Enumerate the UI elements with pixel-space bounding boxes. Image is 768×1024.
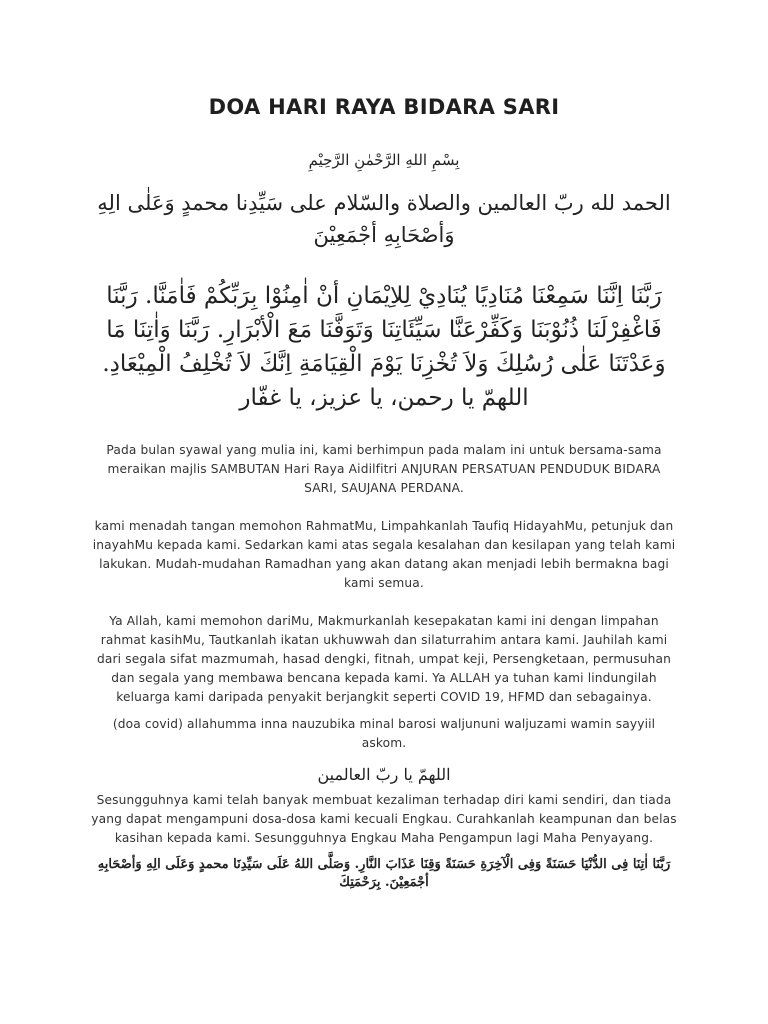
arabic-opening-praise: الحمد لله ربّ العالمين والصلاة والسّلام على سَيِّدِنا محمدٍ وَعَلٰى الِهِ وَأصْحَابِهِ أجْمَعِيْنَ [97, 191, 671, 247]
paragraph-covid-prayer: (doa covid) allahumma inna nauzubika minal barosi waljununi waljuzami wamin sayyiil askom. [112, 717, 656, 750]
arabic-closing-prayer: رَبَّنَا اٰتِنَا فِى الدُّنْيَا حَسَنَةً وَفِى الْآخِرَةِ حَسَنَةً وَقِنَا عَذَابَ النَّارِ. وَصَلَّى اللهُ عَلَى سَيِّدِنَا محمدٍ وَعَلَى الِهِ وَأصْحَابِهِ أجْمَعِيْنَ. بِرَحْمَتِكَ [97, 857, 671, 890]
bismillah-text: بِسْمِ اللهِ الرَّحْمٰنِ الرَّحِيْمِ [308, 151, 460, 169]
document-title: DOA HARI RAYA BIDARA SARI [208, 95, 560, 119]
arabic-short-invocation: اللهمّ يا ربّ العالمين [317, 765, 451, 784]
paragraph-forgiveness: Sesungguhnya kami telah banyak membuat kezaliman terhadap diri kami sendiri, dan tiada yang dapat mengampuni dosa-dosa kami kecuali Engkau. Curahkanlah keampunan dan belas kasihan kepada kami. Sesungguhnya Engkau Maha Pengampun lagi Maha Penyayang. [91, 793, 677, 845]
arabic-main-prayer: رَبَّنَا اِنَّنَا سَمِعْنَا مُنَادِيًا يُنَادِيْ لِلاِيْمَانِ أنْ اٰمِنُوْا بِرَبِّكُمْ فَاٰمَنَّا. رَبَّنَا فَاغْفِرْلَنَا ذُنُوْبَنَا وَكَفِّرْعَنَّا سَيِّئَاتِنَا وَتَوَفَّنَا مَعَ الْأبْرَارِ. رَبَّنَا وَاٰتِنَا مَا وَعَدْتَنَا عَلٰى رُسُلِكَ وَلاَ تُخْزِنَا يَوْمَ الْقِيَامَةِ اِنَّكَ لاَ تُخْلِفُ الْمِيْعَادِ. اللهمّ يا رحمن، يا عزيز، يا غفّار [102, 283, 666, 411]
paragraph-introduction: Pada bulan syawal yang mulia ini, kami berhimpun pada malam ini untuk bersama-sama meraikan majlis SAMBUTAN Hari Raya Aidilfitri ANJURAN PERSATUAN PENDUDUK BIDARA SARI, SAUJANA PERDANA. [106, 443, 662, 495]
paragraph-supplication: kami menadah tangan memohon RahmatMu, Limpahkanlah Taufiq HidayahMu, petunjuk dan inayahMu kepada kami. Sedarkan kami atas segala kesalahan dan kesilapan yang telah kami lakukan. Mudah-mudahan Ramadhan yang akan datang akan menjadi lebih bermakna bagi kami semua. [92, 519, 676, 590]
paragraph-protection: Ya Allah, kami memohon dariMu, Makmurkanlah kesepakatan kami ini dengan limpahan rahmat kasihMu, Tautkanlah ikatan ukhuwwah dan silaturrahim antara kami. Jauhilah kami dari segala sifat mazmumah, hasad dengki, fitnah, umpat keji, Persengketaan, permusuhan dan segala yang membawa bencana kepada kami. Ya ALLAH ya tuhan kami lindungilah keluarga kami daripada penyakit berjangkit seperti COVID 19, HFMD dan sebagainya. [97, 614, 671, 704]
